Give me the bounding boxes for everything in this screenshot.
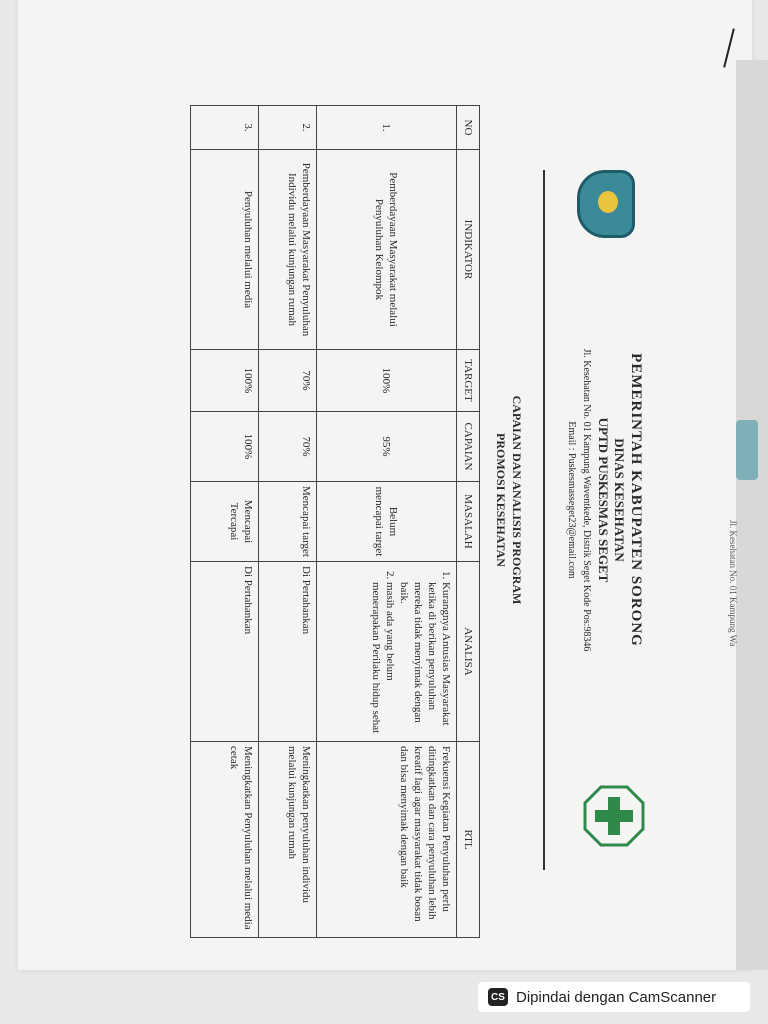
cell-indikator: Penyuluhan melalui media	[191, 150, 259, 350]
cell-analisa	[317, 562, 457, 742]
cell-analisa: Di Pertahankan	[259, 562, 317, 742]
cell-no: 2.	[259, 106, 317, 150]
analisa-list	[369, 566, 453, 737]
document-content	[0, 95, 645, 955]
table-header-row	[457, 106, 480, 938]
document-title-line1: CAPAIAN DAN ANALISIS PROGRAM	[510, 395, 524, 605]
cell-masalah: Mencapai Tercapai	[191, 482, 259, 562]
back-page-text: Jl. Kesehatan No. 01 Kampung Wa	[728, 520, 738, 647]
header-masalah: MASALAH	[457, 482, 480, 562]
program-table	[190, 105, 480, 938]
header-no: NO	[457, 106, 480, 150]
table-row	[259, 106, 317, 938]
cell-rtl: Meningkatkan Penyuluhan melalui media cetak	[191, 742, 259, 938]
camscanner-text: Dipindai dengan CamScanner	[516, 988, 717, 1006]
back-page-logo-icon	[736, 420, 758, 480]
letterhead-divider	[543, 170, 545, 870]
letterhead-line1: PEMERINTAH KABUPATEN SORONG	[628, 353, 644, 647]
cell-no: 1.	[317, 106, 457, 150]
letterhead-line2: DINAS KESEHATAN	[612, 438, 627, 562]
cell-target: 100%	[317, 350, 457, 412]
header-rtl: RTL	[457, 742, 480, 938]
analisa-item: 1. Kurangnya Antusias Masyarakat ketika di berikan penyuluhan mereka tidak menyimak dengan baik.	[397, 582, 453, 737]
analisa-item: 2. masih ada yang belum menerapakan Perilaku hidup sehat	[369, 582, 397, 737]
cell-capaian: 100%	[191, 412, 259, 482]
back-page-edge	[736, 60, 768, 970]
cell-indikator: Pemberdayaan Masyarakat Penyuluhan Individu melalui kunjungan rumah	[259, 150, 317, 350]
puskesmas-cross-icon	[583, 785, 645, 847]
cell-masalah: Belum mencapai target	[317, 482, 457, 562]
cell-capaian: 95%	[317, 412, 457, 482]
letterhead-line3: UPTD PUSKESMAS SEGET	[596, 417, 611, 583]
table-row	[317, 106, 457, 938]
header-indikator: INDIKATOR	[457, 150, 480, 350]
camscanner-logo-icon: CS	[488, 988, 508, 1006]
header-target: TARGET	[457, 350, 480, 412]
letterhead-email: Email : Puskesmasseget23@email.com	[566, 421, 577, 579]
document-title	[493, 245, 525, 755]
header-analisa: ANALISA	[457, 562, 480, 742]
cell-analisa: Di Pertahankan	[191, 562, 259, 742]
header-capaian: CAPAIAN	[457, 412, 480, 482]
cell-capaian: 70%	[259, 412, 317, 482]
letterhead-address: Jl. Kesehatan No. 01 Kampung Waventkede, Distrik Seget Kode Pos:98346	[581, 348, 592, 652]
table-row	[191, 106, 259, 938]
letterhead	[565, 245, 645, 755]
cell-no: 3.	[191, 106, 259, 150]
camscanner-watermark	[478, 982, 750, 1012]
cell-target: 70%	[259, 350, 317, 412]
regency-emblem-icon	[577, 170, 635, 238]
cell-indikator: Pemberdayaan Masyarakat melalui Penyuluhan Kelompok	[317, 150, 457, 350]
document-title-line2: PROMOSI KESEHATAN	[494, 433, 508, 567]
cell-masalah: Mencapai target	[259, 482, 317, 562]
cell-rtl: Frekuensi Kegiatan Penyuluhan perlu ditingkatkan dan cara penyuluhan lebih kreatif lagi agar masyarakat tidak bosan dan bisa menyimak dengan baik	[317, 742, 457, 938]
cell-target: 100%	[191, 350, 259, 412]
cell-rtl: Meningkatkan penyuluhan individu melalui kunjungan rumah	[259, 742, 317, 938]
